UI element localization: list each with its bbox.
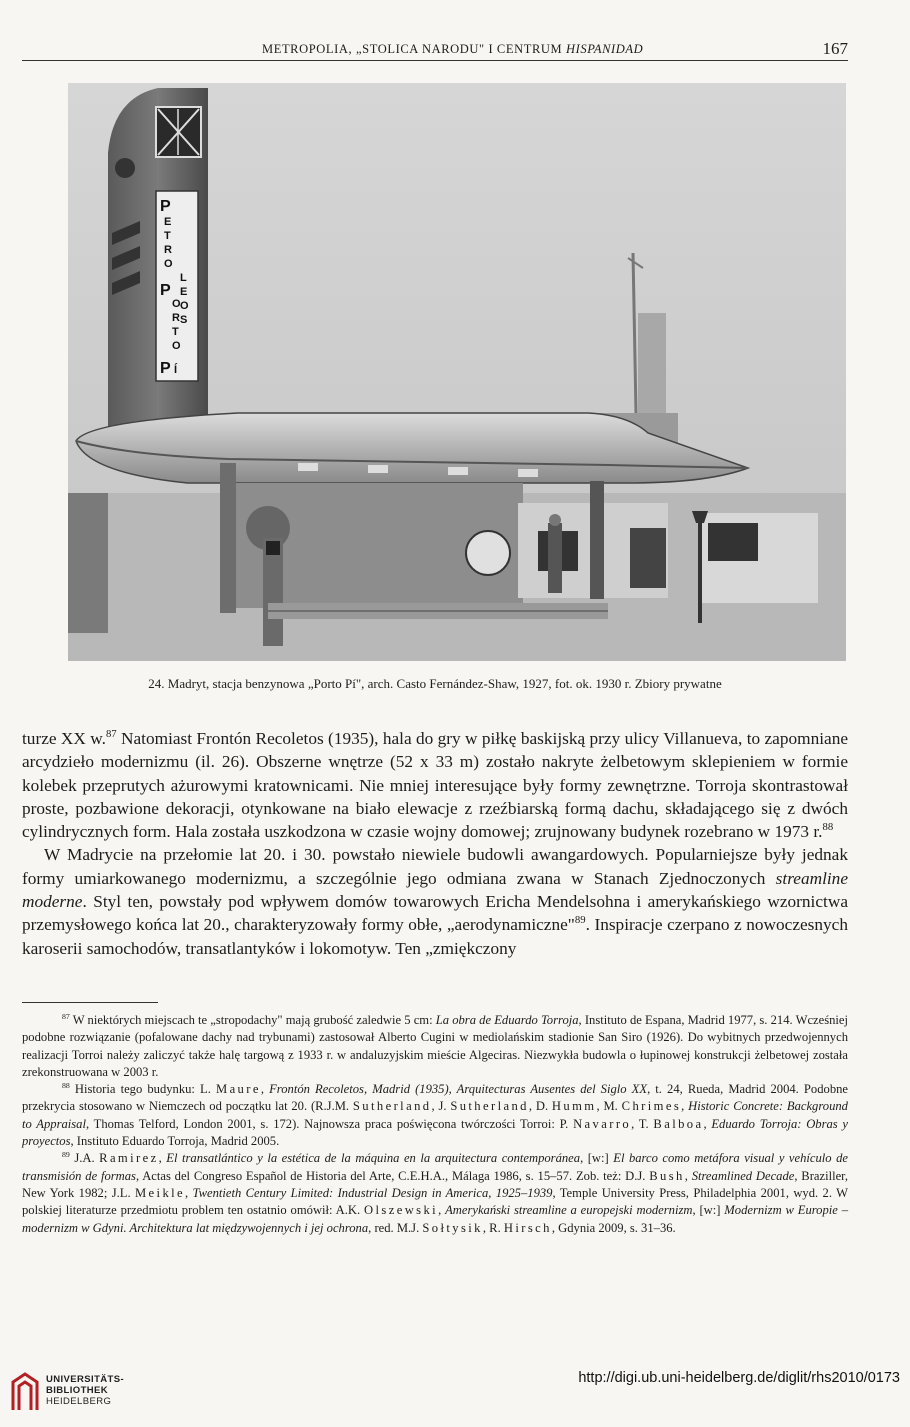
fn-title: Eduardo Torroja: Obras y proyectos [22,1116,848,1149]
sign-letter: S [180,314,188,326]
library-line: UNIVERSITÄTS- [46,1374,125,1385]
paragraph [22,727,848,843]
figure-caption: 24. Madryt, stacja benzynowa „Porto Pí", arch. Casto Fernández-Shaw, 1927, fot. ok. 1930 r. Zbiory prywatne [148,676,722,691]
fn-title: El barco como metáfora visual y vehículo de transmisión de formas [22,1151,848,1183]
fence [268,603,608,619]
fn-title: Historic Concrete: Background to Appraisal [22,1099,848,1131]
library-line: BIBLIOTHEK [46,1385,109,1396]
sign-letter: P [160,198,171,215]
fn-text: , Braziller, New York 1982; J.L. [22,1168,849,1200]
fn-text: , [158,1151,167,1166]
text-run: . Styl ten, powstały pod wpływem domów towarowych Ericha Mendelsohna i amerykańskiego wzornictwa przemysłowego końca lat 20., charakteryzowały formy obłe, „aerodynamiczne" [22,892,848,935]
fn-author: Meikle [134,1185,186,1200]
fn-author: Navarro [573,1116,632,1131]
fn-author: Humm [551,1099,597,1114]
fn-text: , [185,1185,193,1200]
fn-text: , Temple University Press, Philadelphia 2001, wyd. 2. W polskiej literaturze przedmiotu problem ten ostatnio omówił: A.K. [22,1185,848,1218]
sign-letter: P [160,282,171,299]
sign-letter: O [180,300,189,312]
text-run: turze XX w. [22,729,106,748]
fn-author: Hirsch [503,1220,552,1235]
paragraph [22,843,848,959]
footnote-separator [22,1002,158,1003]
fn-text: , T. [631,1116,654,1131]
fn-text: , J. [431,1099,451,1114]
sign-letter: R [164,244,172,256]
fn-text: , M. [596,1099,622,1114]
fn-title: Modernizm w Europie – modernizm w Gdyni. Architektura lat międzywojennych i jej ochrona [22,1203,848,1235]
fn-text: , [w:] [692,1203,725,1218]
text-run: W Madrycie na przełomie lat 20. i 30. powstało niewiele budowli awangardowych. Popularniejsze były jednak formy umiarkowanego modernizmu, a szczególnie jego odmiana zwana w Stanach Zjednoczonych [22,845,848,888]
footnote-87 [22,1012,848,1081]
fn-text: , [438,1203,446,1218]
fn-text: , [684,1168,692,1183]
fn-text: , Actas del Congreso Español de Historia del Arte, C.E.H.A., Málaga 1986, s. 15–57. Zob. też: D.J. [135,1168,650,1183]
italic-term: streamline moderne [22,868,848,912]
fn-author: Sutherland [450,1099,529,1114]
figure-photo-gas-station [68,83,846,661]
fn-title: La obra de Eduardo Torroja [435,1013,579,1027]
fn-author: Chrimes [621,1099,682,1114]
running-title-italic: HISPANIDAD [565,42,644,56]
fn-text: , red. M.J. [368,1220,423,1235]
footnote-number: 88 [62,1081,70,1090]
fn-author: Sołtysik [422,1220,483,1235]
fn-title: Twentieth Century Limited: Industrial Design in America, 1925–1939 [192,1185,553,1200]
page-number: 167 [822,39,848,58]
sign-letter: O [164,258,173,270]
fn-title: Amerykański streamline a europejski modernizm [445,1203,693,1218]
sign-letter: Í [174,364,178,376]
tower [108,88,208,443]
left-wall [68,493,108,633]
fn-text: W niektórych miejscach te „stropodachy" mają grubość zaledwie 5 cm: [69,1013,436,1027]
sign-letter: E [180,286,188,298]
fn-text: Historia tego budynku: L. [69,1082,216,1097]
fn-text: , R. [482,1220,504,1235]
library-name [46,1374,124,1407]
footnote-ref: 87 [105,728,117,741]
main-text [22,727,848,960]
fn-text: , Thomas Telford, London 2001, s. 172). Najnowsza praca poświęcona twórczości Torroi: P. [85,1116,574,1131]
fn-author: Bush [649,1168,685,1183]
column-right [590,481,604,599]
fn-author: Sutherland [352,1099,432,1114]
footnote-ref: 88 [822,821,834,834]
sign-letter: O [172,298,181,310]
sign-letter: R [172,312,180,324]
fn-text: , Instituto Eduardo Torroja, Madrid 2005. [70,1134,280,1149]
sign-letter: E [164,216,172,228]
fn-text: , Instituto de Espana, Madrid 1977, s. 214. Wcześniej podobne rozwiązanie (pofalowane dachy nad trybunami) zastosował Alberto Cugini w mediolańskim stadionie San Siro (1926). Do wybitnych przedwojennych realizacji Torroi należy zaliczyć także halę targową z 1933 r. w andaluzyjskim mieście Algeciras. Niezwykła budowla o łupinowej konstrukcji żelbetowej została zrekonstruowana w 2003 r. [22,1013,849,1079]
footnote-ref: 89 [574,914,586,927]
footnotes [22,1012,848,1237]
footnote-number: 89 [62,1150,70,1160]
fn-title: Frontón Recoletos, Madrid (1935), Arquitecturas Ausentes del Siglo XX [269,1082,648,1097]
sign-letter: T [172,326,179,338]
fn-author: Maure [215,1082,261,1097]
fn-author: Ramirez [99,1151,159,1166]
sign-letter: O [172,340,181,352]
fn-text: , t. 24, Rueda, Madrid 2004. Podobne przekrycia stosowano w Niemczech od początku lat 20. (R.J.M. [22,1082,848,1114]
column-left [220,463,236,613]
text-run: . Inspiracje czerpano z nowoczesnych karoserii samochodów, transatlantyków i lokomotyw. Ten „zmiękczony [22,915,848,958]
sign-letter: T [164,230,171,242]
sign-letter: P [160,360,171,377]
fn-author: Olszewski [364,1203,439,1218]
fn-text: , [681,1099,689,1114]
fn-text: , [w:] [580,1151,614,1166]
digital-object-url[interactable]: http://digi.ub.uni-heidelberg.de/diglit/rhs2010/0173 [578,1370,900,1386]
footnote-89 [22,1150,848,1236]
fn-title: Streamlined Decade [691,1168,795,1183]
fn-text: J.A. [69,1151,100,1166]
fn-text: , D. [528,1099,552,1114]
footnote-88 [22,1081,848,1150]
library-line: HEIDELBERG [46,1396,112,1407]
fn-text: , [703,1116,712,1131]
fn-author: Balboa [653,1116,704,1131]
library-logo-icon [10,1372,40,1412]
gas-station-photo [68,83,846,661]
running-title-text: METROPOLIA, „STOLICA NARODU" I CENTRUM [262,42,566,56]
fn-text: , [260,1082,270,1097]
fn-text: , Gdynia 2009, s. 31–36. [551,1220,676,1235]
fn-title: El transatlántico y la estética de la máquina en la arquitectura contemporánea [166,1151,581,1166]
digitization-footer [0,1368,910,1427]
text-run: Natomiast Frontón Recoletos (1935), hala do gry w piłkę baskijską przy ulicy Villanueva, to zapomniane arcydzieło modernizmu (il. 26). Obszerne wnętrze (52 x 33 m) zostało nakryte żelbetowym sklepieniem w formie kolebek przeprutych ażurowymi kratownicami. Nie mniej interesujące były formy zewnętrzne. Torroja skontrastował proste, pozbawione dekoracji, otynkowane na biało elewacje z rzeźbiarską formą dachu, składającego się z dwóch cylindrycznych form. Hala została uszkodzona w czasie wojny domowej; zrujnowany budynek rozebrano w 1973 r. [22,729,848,842]
sign-letter: L [180,272,187,284]
footnote-number: 87 [62,1011,70,1021]
running-header [22,40,848,61]
running-title [262,42,643,57]
